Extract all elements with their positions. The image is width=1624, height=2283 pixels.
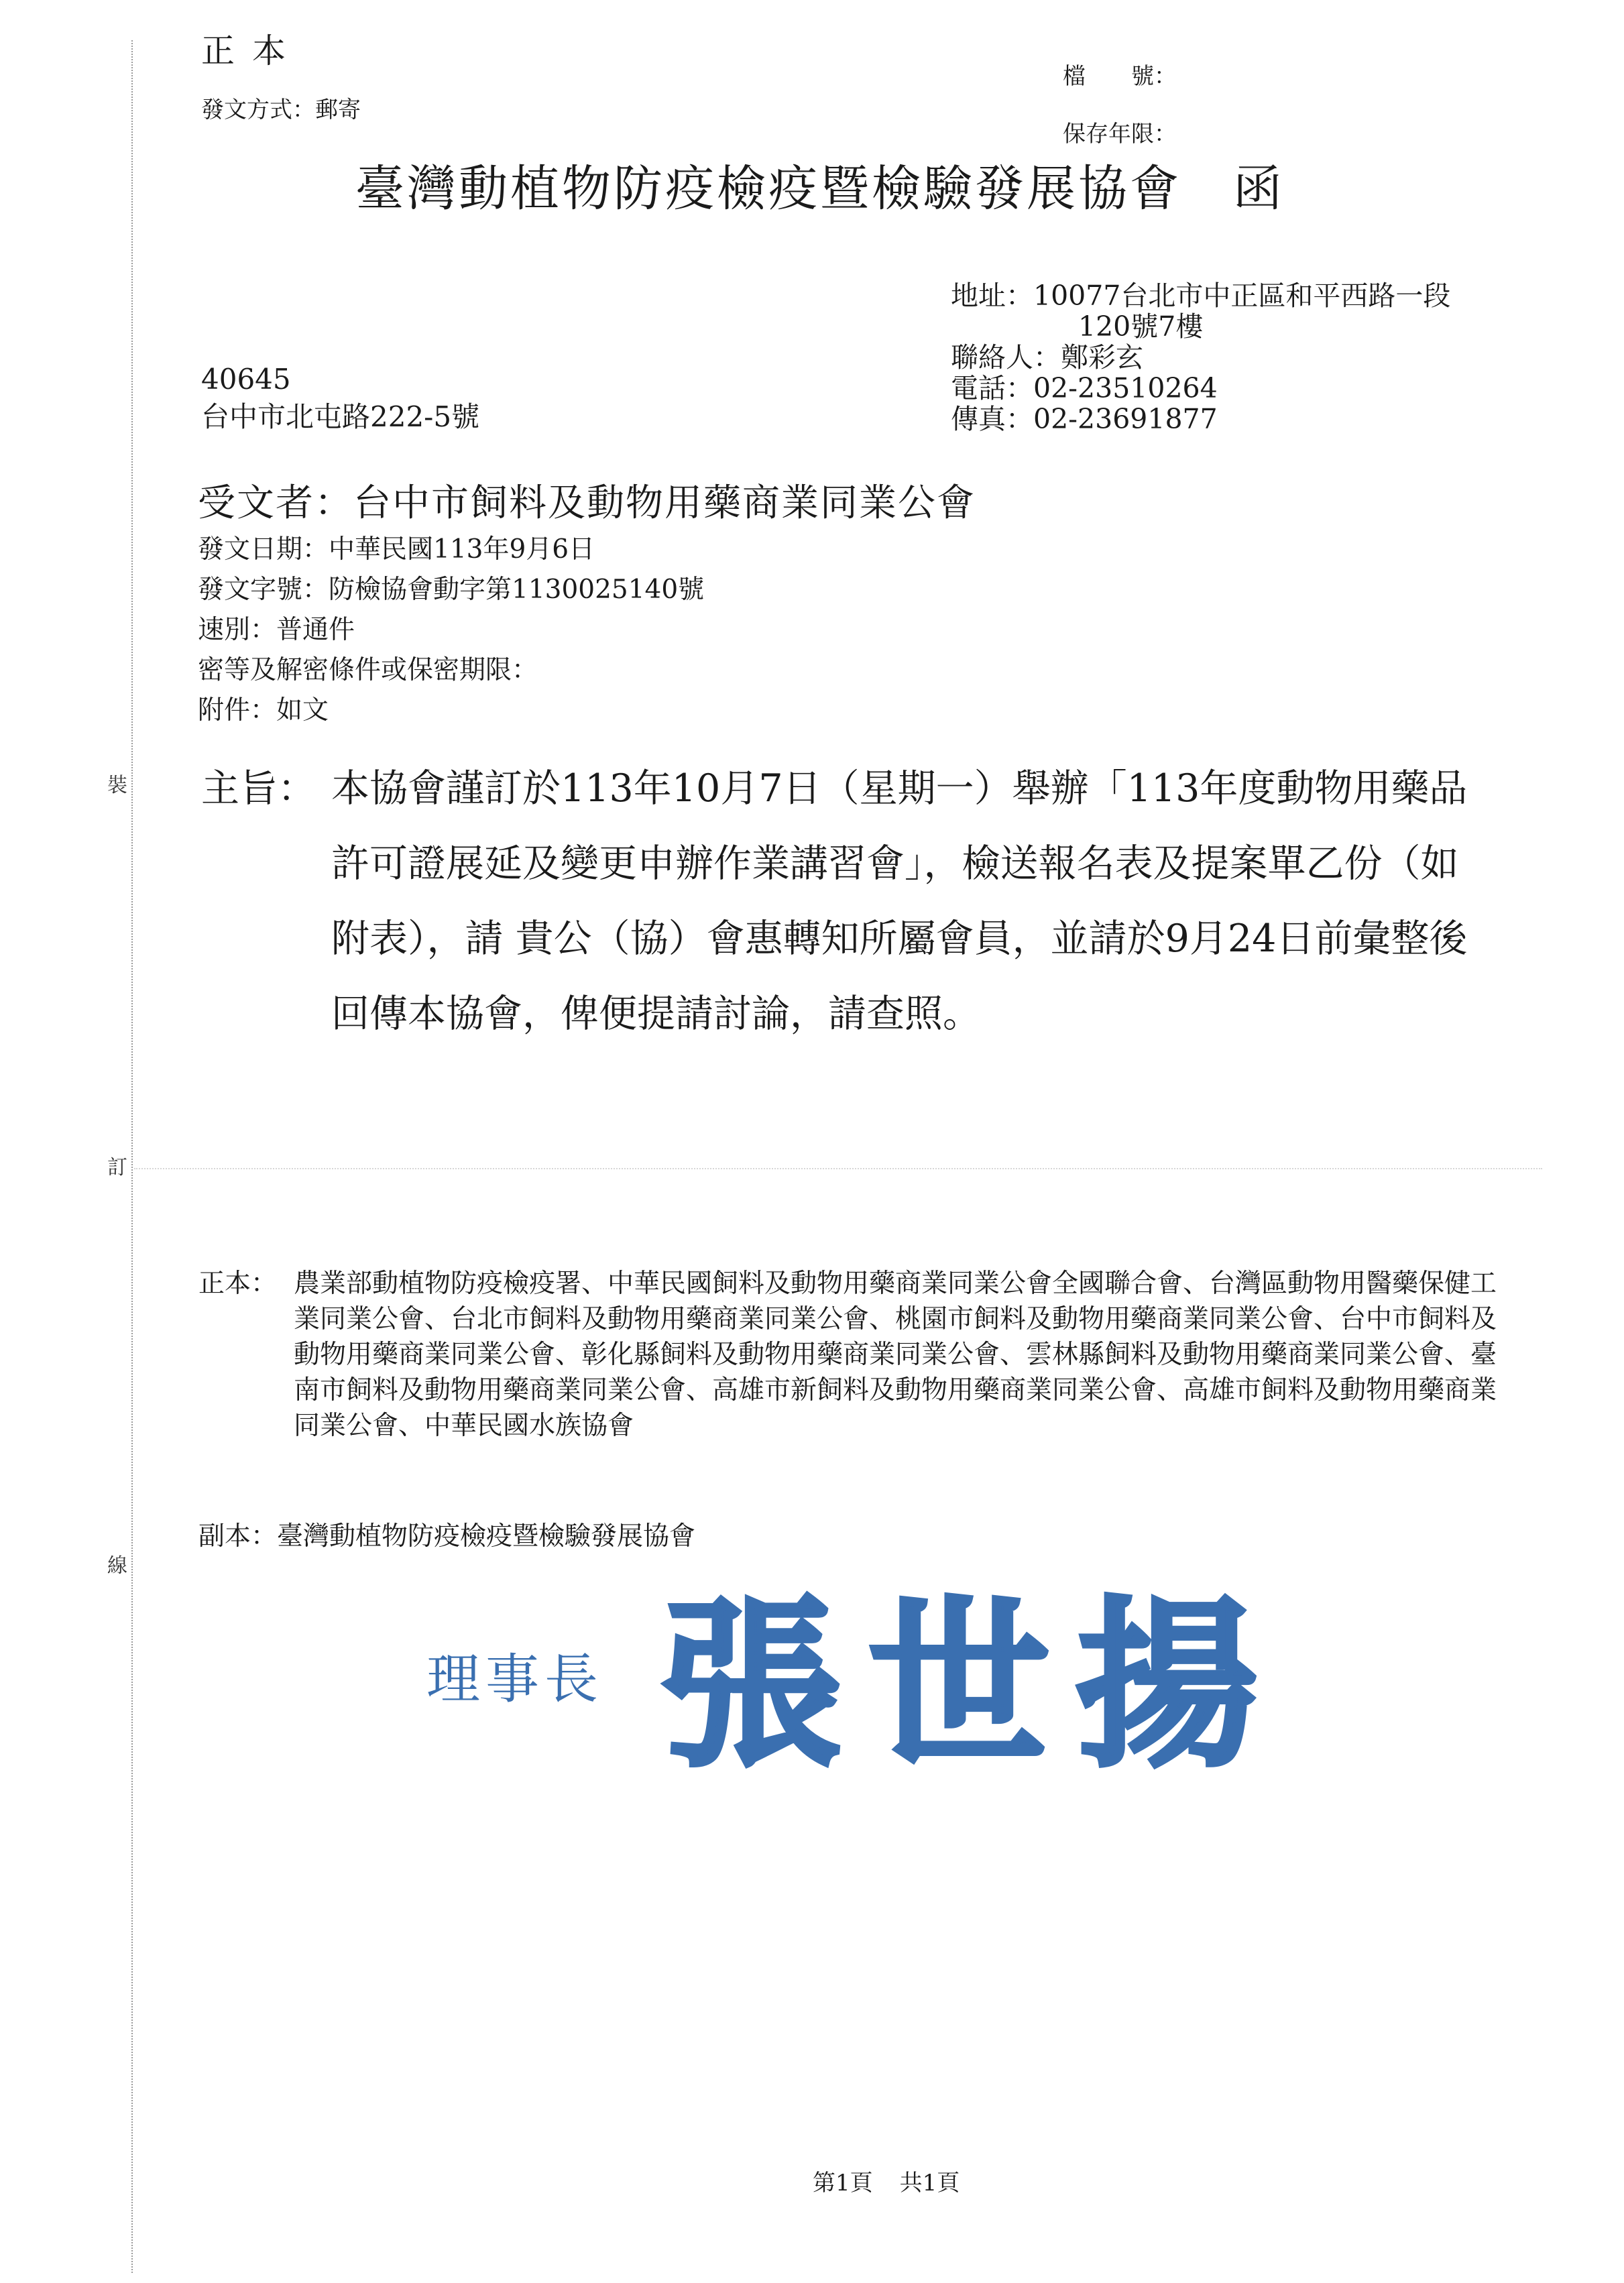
sender-phone: 電話：02-23510264 — [951, 372, 1218, 404]
document-number: 發文字號：防檢協會動字第1130025140號 — [198, 575, 705, 605]
distribution-primary-text: 農業部動植物防疫檢疫署、中華民國飼料及動物用藥商業同業公會全國聯合會、台灣區動物用醫藥保健工業同業公會、台北市飼料及動物用藥商業同業公會、桃園市飼料及動物用藥商業同業公會、台中市飼料及動物用藥商業同業公會、彰化縣飼料及動物用藥商業同業公會、雲林縣飼料及動物用藥商業同業公會、臺南市飼料及動物用藥商業同業公會、高雄市新飼料及動物用藥商業同業公會、高雄市飼料及動物用藥商業同業公會、中華民國水族協會 — [294, 1269, 1497, 1441]
distribution-primary-label: 正本： — [198, 1269, 278, 1299]
send-method: 發文方式：郵寄 — [201, 97, 361, 123]
page-number: 第1頁 — [813, 2170, 873, 2197]
sender-fax: 傳真：02-23691877 — [951, 403, 1218, 435]
recipient-postal-block — [201, 361, 479, 436]
document-title: 臺灣動植物防疫檢疫暨檢驗發展協會 函 — [355, 160, 1285, 217]
sender-address-line1: 地址：10077台北市中正區和平西路一段 — [951, 280, 1451, 312]
binding-margin-char-ding: 訂 — [107, 1156, 127, 1179]
document-meta — [198, 530, 704, 731]
page-total: 共1頁 — [899, 2170, 960, 2197]
issue-date: 發文日期：中華民國113年9月6日 — [198, 534, 595, 565]
page-footer — [813, 2164, 986, 2197]
distribution-primary — [198, 1266, 1513, 1444]
binding-margin-line — [131, 40, 133, 2273]
file-number-label: 檔 號： — [1063, 63, 1177, 90]
copy-type: 正本 — [201, 32, 303, 70]
chairman-signature-stamp — [617, 1569, 1328, 1804]
attachment: 附件：如文 — [198, 695, 329, 725]
cut-line — [134, 1168, 1542, 1169]
recipient-line: 受文者：台中市飼料及動物用藥商業同業公會 — [198, 481, 976, 525]
retention-period-label: 保存年限： — [1063, 121, 1177, 148]
distribution-copy: 副本：臺灣動植物防疫檢疫暨檢驗發展協會 — [198, 1521, 696, 1552]
binding-margin-char-xian: 線 — [107, 1554, 127, 1578]
binding-margin-char-zhuang: 裝 — [107, 774, 127, 797]
secrecy-level: 密等及解密條件或保密期限： — [198, 655, 538, 685]
sender-contact-block — [951, 280, 1450, 434]
sender-contact-person: 聯絡人：鄭彩玄 — [951, 341, 1143, 373]
recipient-address: 台中市北屯路222-5號 — [201, 400, 480, 433]
sender-address-line2: 120號7樓 — [1078, 310, 1204, 343]
delivery-speed: 速別：普通件 — [198, 615, 355, 645]
recipient-zip: 40645 — [201, 363, 291, 396]
chairman-title: 理事長 — [426, 1648, 603, 1710]
subject-label: 主旨： — [201, 766, 316, 811]
subject-paragraph — [201, 751, 1495, 1051]
chairman-signature-name: 張世揚 — [660, 1578, 1284, 1792]
subject-text: 本協會謹訂於113年10月7日（星期一）舉辦「113年度動物用藥品許可證展延及變更申辦作業講習會」，檢送報名表及提案單乙份（如附表），請 貴公（協）會惠轉知所屬會員，並請於9月24日前彙整後回傳本協會，俾便提請討論，請查照。 — [331, 766, 1468, 1036]
